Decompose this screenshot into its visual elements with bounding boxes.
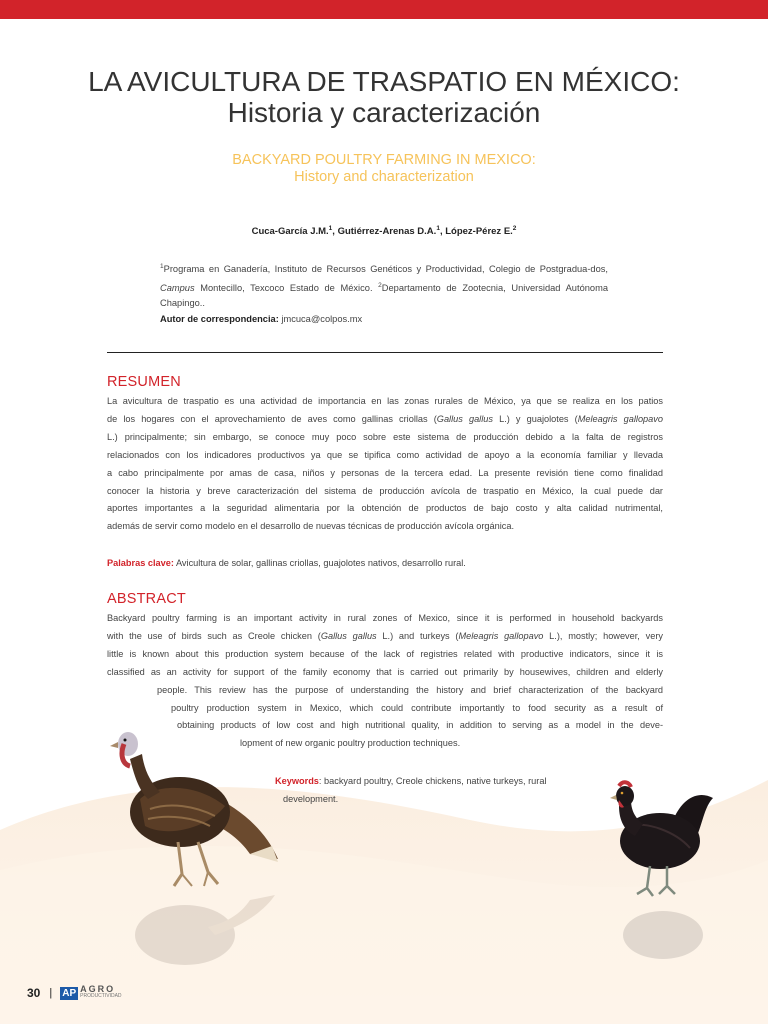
hen-illustration [605,776,720,901]
abstract-line: little is known about this production system because of the lack of registries related with productive indicators, since it is [107,648,663,659]
text-run: de los hogares con el aprovechamiento de aves como gallinas criollas ( [107,413,437,424]
page-footer [27,985,122,1001]
article-title [40,66,728,128]
keywords [275,773,595,809]
corresponding-email[interactable]: jmcuca@colpos.mx [281,313,363,324]
keywords-text-1: : backyard poultry, Creole chickens, native turkeys, rural [318,776,547,786]
affiliations [160,259,608,327]
author-2: Gutiérrez-Arenas D.A. [337,226,437,238]
text-run: L.) and turkeys ( [376,630,459,641]
logo-name: AGRO [80,984,116,994]
resumen-line: además de servir como modelo en el desarrollo de nuevas técnicas de producción avícola orgánica. [107,521,515,532]
author-2-sup: 1 [436,225,440,232]
affil-part-3: Departamento de Zootecnia, Universidad Autónoma Chapingo.. [160,282,608,309]
authors-line: Cuca-García J.M.$^1$, Gutiérrez-Arenas D.A.$^1$, López-Pérez E.$^2$ [251,225,517,238]
abstract-line: obtaining products of low cost and high nutritional quality, in addition to serving as a model in the deve- [177,720,663,731]
affil-sup-1: 1 [160,263,164,270]
author-3-sup: 2 [512,225,517,232]
corresponding-label: Autor de correspondencia: [160,313,279,324]
page-number: 30 [27,986,41,1000]
resumen-paragraph [107,393,663,536]
turkey-reflection [110,895,280,985]
resumen-heading: RESUMEN [107,374,181,390]
section-divider [107,352,663,353]
agro-productividad-logo-icon: AP [62,987,77,999]
abstract-line: classified as an activity for support of the family economy that is carried out primarily by housewives, children and elderly [107,666,663,677]
author-1: Cuca-García J.M. [251,226,329,238]
author-3: López-Pérez E. [445,226,513,238]
palabras-clave-label: Palabras clave: [107,558,174,568]
resumen-line: La avicultura de traspatio es una actividad de importancia en las zonas rurales de México, ya que se realiza en los patios [107,396,663,406]
resumen-line: conocer la historia y breve caracterización del sistema de producción avícola de traspatio en México, la cual puede dar [107,485,663,496]
palabras-clave-text: Avicultura de solar, gallinas criollas, guajolotes nativos, desarrollo rural. [173,558,466,568]
species-name: Gallus gallus [320,630,377,641]
species-name: Meleagris gallopavo [458,630,544,641]
palabras-clave [107,558,466,568]
affil-part-1: Programa en Ganadería, Instituto de Recursos Genéticos y Productividad, Colegio de Postgradua-dos, [163,264,608,275]
resumen-line: a cabo principalmente por amas de casa, niños y personas de la tercera edad. La presente revisión tiene como finalidad [107,467,663,478]
english-title [40,152,728,186]
footer-separator: | [49,987,53,999]
abstract-line: lopment of new organic poultry production techniques. [240,738,461,749]
english-title-line-2: History and characterization [294,169,474,185]
affil-campus: Campus [160,282,195,293]
abstract-line: people. This review has the purpose of understanding the history and brief characterization of the backyard [157,684,663,695]
keywords-label: Keywords [275,776,319,786]
resumen-line: L.) principalmente; sin embargo, se conoce muy poco sobre este sistema de producción debido a la falta de registros [107,431,663,442]
species-name: Meleagris gallopavo [577,413,663,424]
abstract-heading: ABSTRACT [107,591,186,607]
english-title-line-1: BACKYARD POULTRY FARMING IN MEXICO: [232,152,536,168]
title-line-2: Historia y caracterización [227,97,541,128]
abstract-line: Backyard poultry farming is an important activity in rural zones of Mexico, since it is performed in household backyards [107,613,663,623]
affil-sup-2: 2 [378,281,382,289]
title-line-1: LA AVICULTURA DE TRASPATIO EN MÉXICO: [88,66,680,97]
turkey-illustration [100,714,285,894]
logo-subname: PRODUCTIVIDAD [80,993,122,999]
text-run: with the use of birds such as Creole chicken ( [107,630,321,641]
affil-part-2: Montecillo, Texcoco Estado de México. [194,282,379,293]
abstract-line: poultry production system in Mexico, which could contribute importantly to food security as a result of [171,702,663,713]
author-1-sup: 1 [328,225,333,232]
corresponding-author [160,312,608,328]
species-name: Gallus gallus [436,413,493,424]
logo-wordmark [80,986,121,1000]
keywords-text-2: development. [283,793,339,804]
resumen-line [107,411,663,429]
abstract-line [107,628,663,646]
resumen-line: relacionados con los indicadores productivos ya que se tipifica como actividad de apoyo a la economía familiar y llevada [107,449,663,460]
text-run: L.), mostly; however, very [543,630,663,641]
text-run: L.) y guajolotes ( [492,413,578,424]
resumen-line: aportes importantes a la seguridad alimentaria por la obtención de productos de bajo costo y alta calidad nutrimental, [107,503,663,514]
hen-reflection [608,905,718,975]
